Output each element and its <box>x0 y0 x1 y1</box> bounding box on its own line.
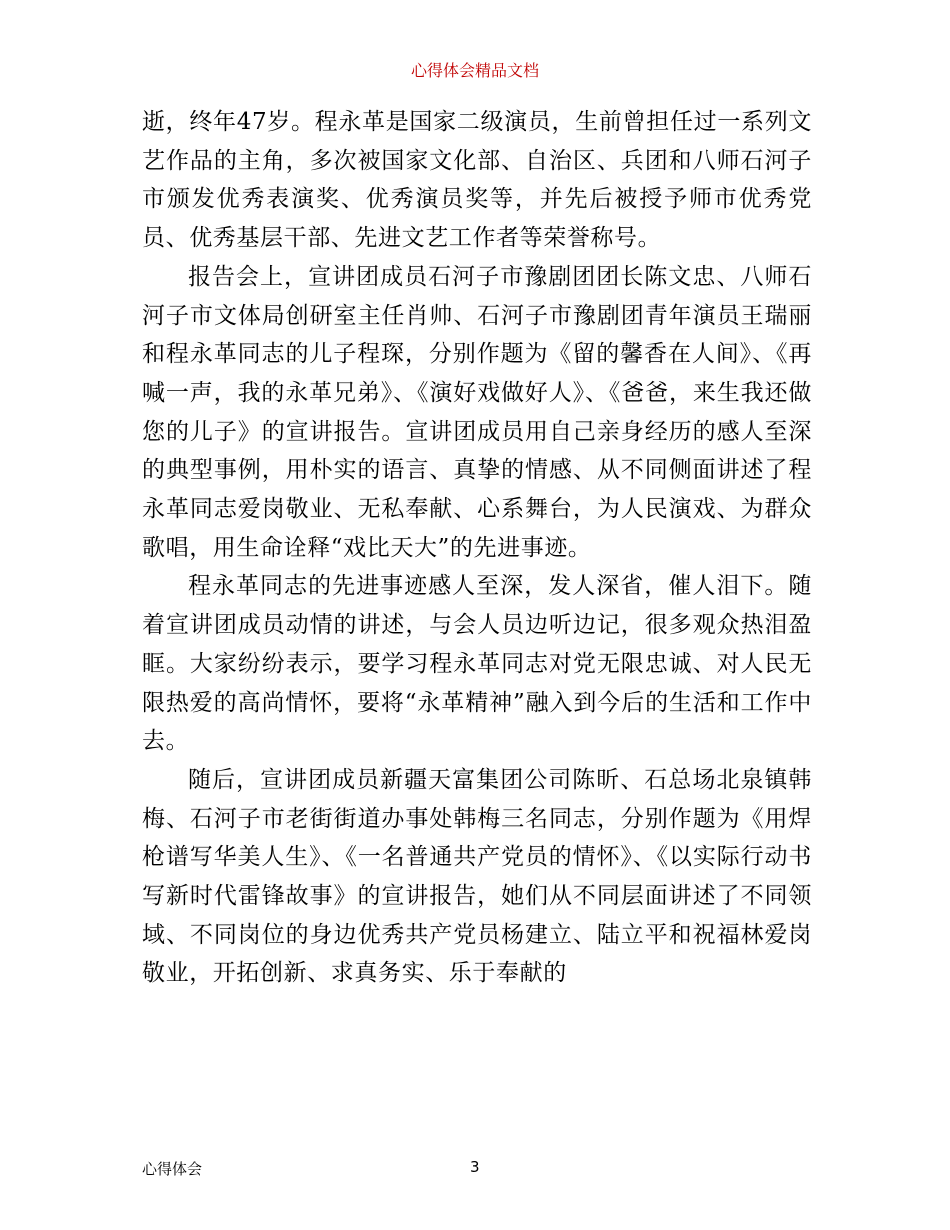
paragraph-subsequent-reports: 随后，宣讲团成员新疆天富集团公司陈昕、石总场北泉镇韩梅、石河子市老街街道办事处韩梅三名同志，分别作题为《用焊枪谱写华美人生》、《一名普通共产党员的情怀》、《以实际行动书写新时代雷锋故事》的宣讲报告，她们从不同层面讲述了不同领域、不同岗位的身边优秀共产党员杨建立、陆立平和祝福林爱岗敬业，开拓创新、求真务实、乐于奉献的 <box>142 766 812 987</box>
page-number: 3 <box>470 1158 480 1176</box>
page-footer-label: 心得体会 <box>142 1160 203 1178</box>
document-body <box>142 103 812 993</box>
paragraph-audience-response: 程永革同志的先进事迹感人至深，发人深省，催人泪下。随着宣讲团成员动情的讲述，与会人员边听边记，很多观众热泪盈眶。大家纷纷表示，要学习程永革同志对党无限忠诚、对人民无限热爱的高尚情怀，要将“永革精神”融入到今后的生活和工作中去。 <box>142 573 812 755</box>
paragraph-continued: 逝，终年47岁。程永革是国家二级演员，生前曾担任过一系列文艺作品的主角，多次被国家文化部、自治区、兵团和八师石河子市颁发优秀表演奖、优秀演员奖等，并先后被授予师市优秀党员、优秀基层干部、先进文艺工作者等荣誉称号。 <box>142 109 812 252</box>
paragraph-report-meeting: 报告会上，宣讲团成员石河子市豫剧团团长陈文忠、八师石河子市文体局创研室主任肖帅、石河子市豫剧团青年演员王瑞丽和程永革同志的儿子程琛，分别作题为《留的馨香在人间》、《再喊一声，我的永革兄弟》、《演好戏做好人》、《爸爸，来生我还做您的儿子》的宣讲报告。宣讲团成员用自己亲身经历的感人至深的典型事例，用朴实的语言、真挚的情感、从不同侧面讲述了程永革同志爱岗敬业、无私奉献、心系舞台，为人民演戏、为群众歌唱，用生命诠释“戏比天大”的先进事迹。 <box>142 263 812 561</box>
page-header-title: 心得体会精品文档 <box>410 61 539 80</box>
